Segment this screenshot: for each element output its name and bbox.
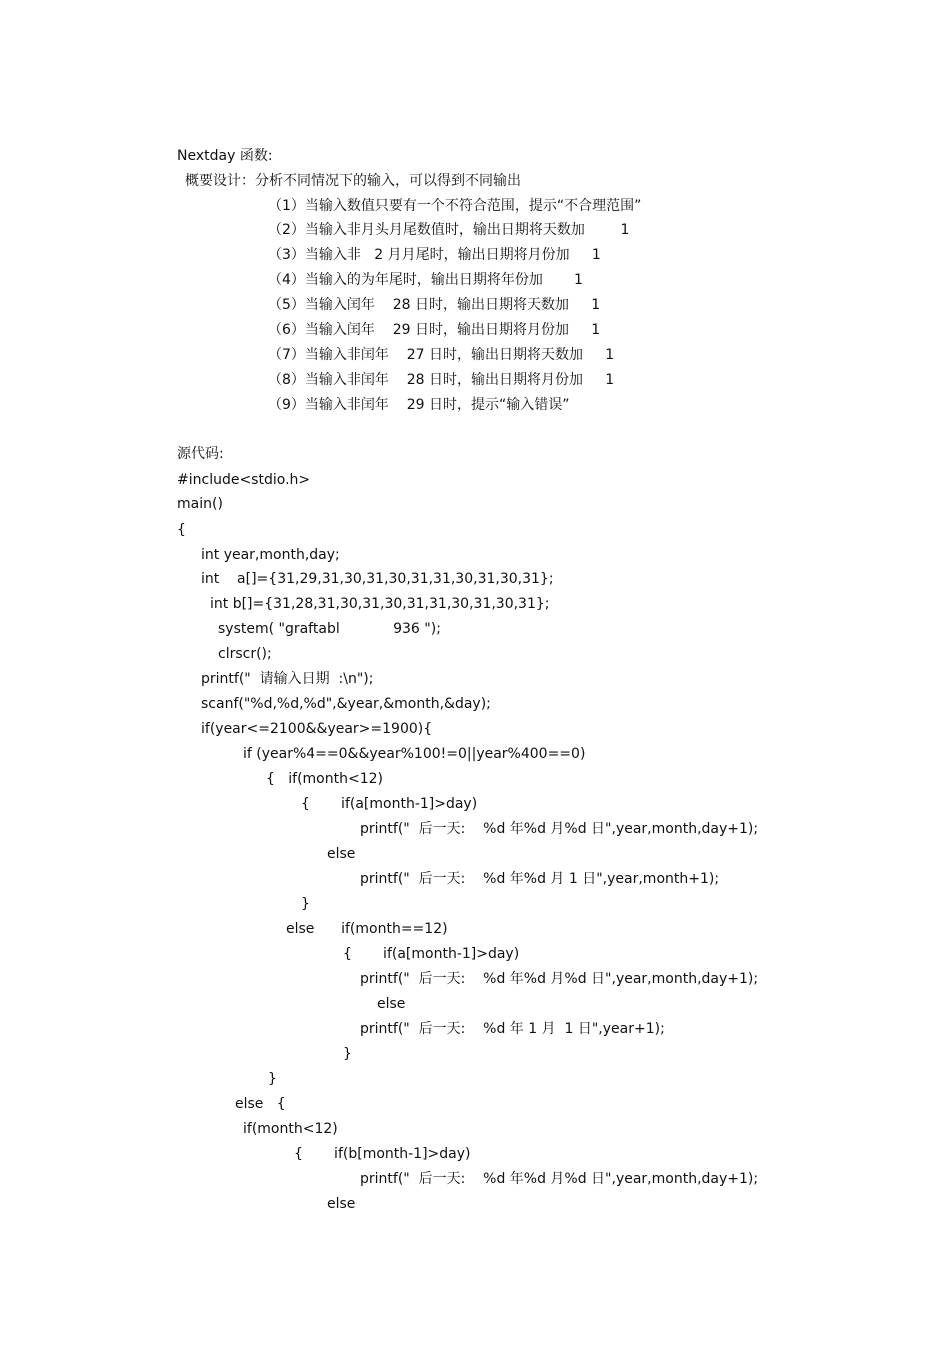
design-case: （1）当输入数值只要有一个不符合范围，提示“不合理范围” bbox=[268, 198, 642, 214]
code-line: } bbox=[301, 896, 310, 912]
code-line: { if(a[month-1]>day) bbox=[301, 796, 478, 812]
code-line: clrscr(); bbox=[218, 646, 272, 662]
code-line: else bbox=[327, 846, 356, 862]
design-case: （8）当输入非闰年 28 日时，输出日期将月份加 1 bbox=[268, 372, 615, 388]
design-heading: 概要设计：分析不同情况下的输入，可以得到不同输出 bbox=[185, 173, 521, 189]
code-line: { if(b[month-1]>day) bbox=[294, 1146, 471, 1162]
design-case: （2）当输入非月头月尾数值时，输出日期将天数加 1 bbox=[268, 222, 630, 238]
code-line: if (year%4==0&&year%100!=0||year%400==0) bbox=[243, 746, 586, 762]
code-line: if(month<12) bbox=[243, 1121, 338, 1137]
design-case: （4）当输入的为年尾时，输出日期将年份加 1 bbox=[268, 272, 583, 288]
code-line: printf(" 请输入日期 :\n"); bbox=[201, 671, 374, 687]
code-line: #include<stdio.h> bbox=[177, 472, 311, 488]
code-line: int a[]={31,29,31,30,31,30,31,31,30,31,30,31}; bbox=[201, 571, 554, 587]
code-line: printf(" 后一天: %d 年%d 月%d 日",year,month,day+1); bbox=[360, 821, 759, 837]
code-line: int year,month,day; bbox=[201, 547, 340, 563]
code-line: } bbox=[343, 1046, 352, 1062]
code-line: main() bbox=[177, 496, 223, 512]
code-line: else bbox=[327, 1196, 356, 1212]
code-line: else if(month==12) bbox=[286, 921, 448, 937]
code-line: system( "graftabl 936 "); bbox=[218, 621, 441, 637]
code-line: printf(" 后一天: %d 年%d 月 1 日",year,month+1); bbox=[360, 871, 720, 887]
code-line: int b[]={31,28,31,30,31,30,31,31,30,31,30,31}; bbox=[210, 596, 550, 612]
code-line: else { bbox=[235, 1096, 286, 1112]
design-case: （6）当输入闰年 29 日时，输出日期将月份加 1 bbox=[268, 322, 601, 338]
design-case: （7）当输入非闰年 27 日时，输出日期将天数加 1 bbox=[268, 347, 615, 363]
code-line: { if(month<12) bbox=[266, 771, 383, 787]
code-line: printf(" 后一天: %d 年%d 月%d 日",year,month,day+1); bbox=[360, 971, 759, 987]
design-case: （9）当输入非闰年 29 日时，提示“输入错误” bbox=[268, 397, 570, 413]
code-line: { if(a[month-1]>day) bbox=[343, 946, 520, 962]
code-line: printf(" 后一天: %d 年 1 月 1 日",year+1); bbox=[360, 1021, 665, 1037]
source-heading: 源代码: bbox=[177, 446, 224, 462]
document-title: Nextday 函数: bbox=[177, 148, 273, 164]
code-line: if(year<=2100&&year>=1900){ bbox=[201, 721, 433, 737]
code-line: { bbox=[177, 522, 186, 538]
code-line: printf(" 后一天: %d 年%d 月%d 日",year,month,day+1); bbox=[360, 1171, 759, 1187]
code-line: else bbox=[377, 996, 406, 1012]
design-case: （3）当输入非 2 月月尾时，输出日期将月份加 1 bbox=[268, 247, 601, 263]
design-case: （5）当输入闰年 28 日时，输出日期将天数加 1 bbox=[268, 297, 601, 313]
code-line: } bbox=[268, 1071, 277, 1087]
code-line: scanf("%d,%d,%d",&year,&month,&day); bbox=[201, 696, 491, 712]
